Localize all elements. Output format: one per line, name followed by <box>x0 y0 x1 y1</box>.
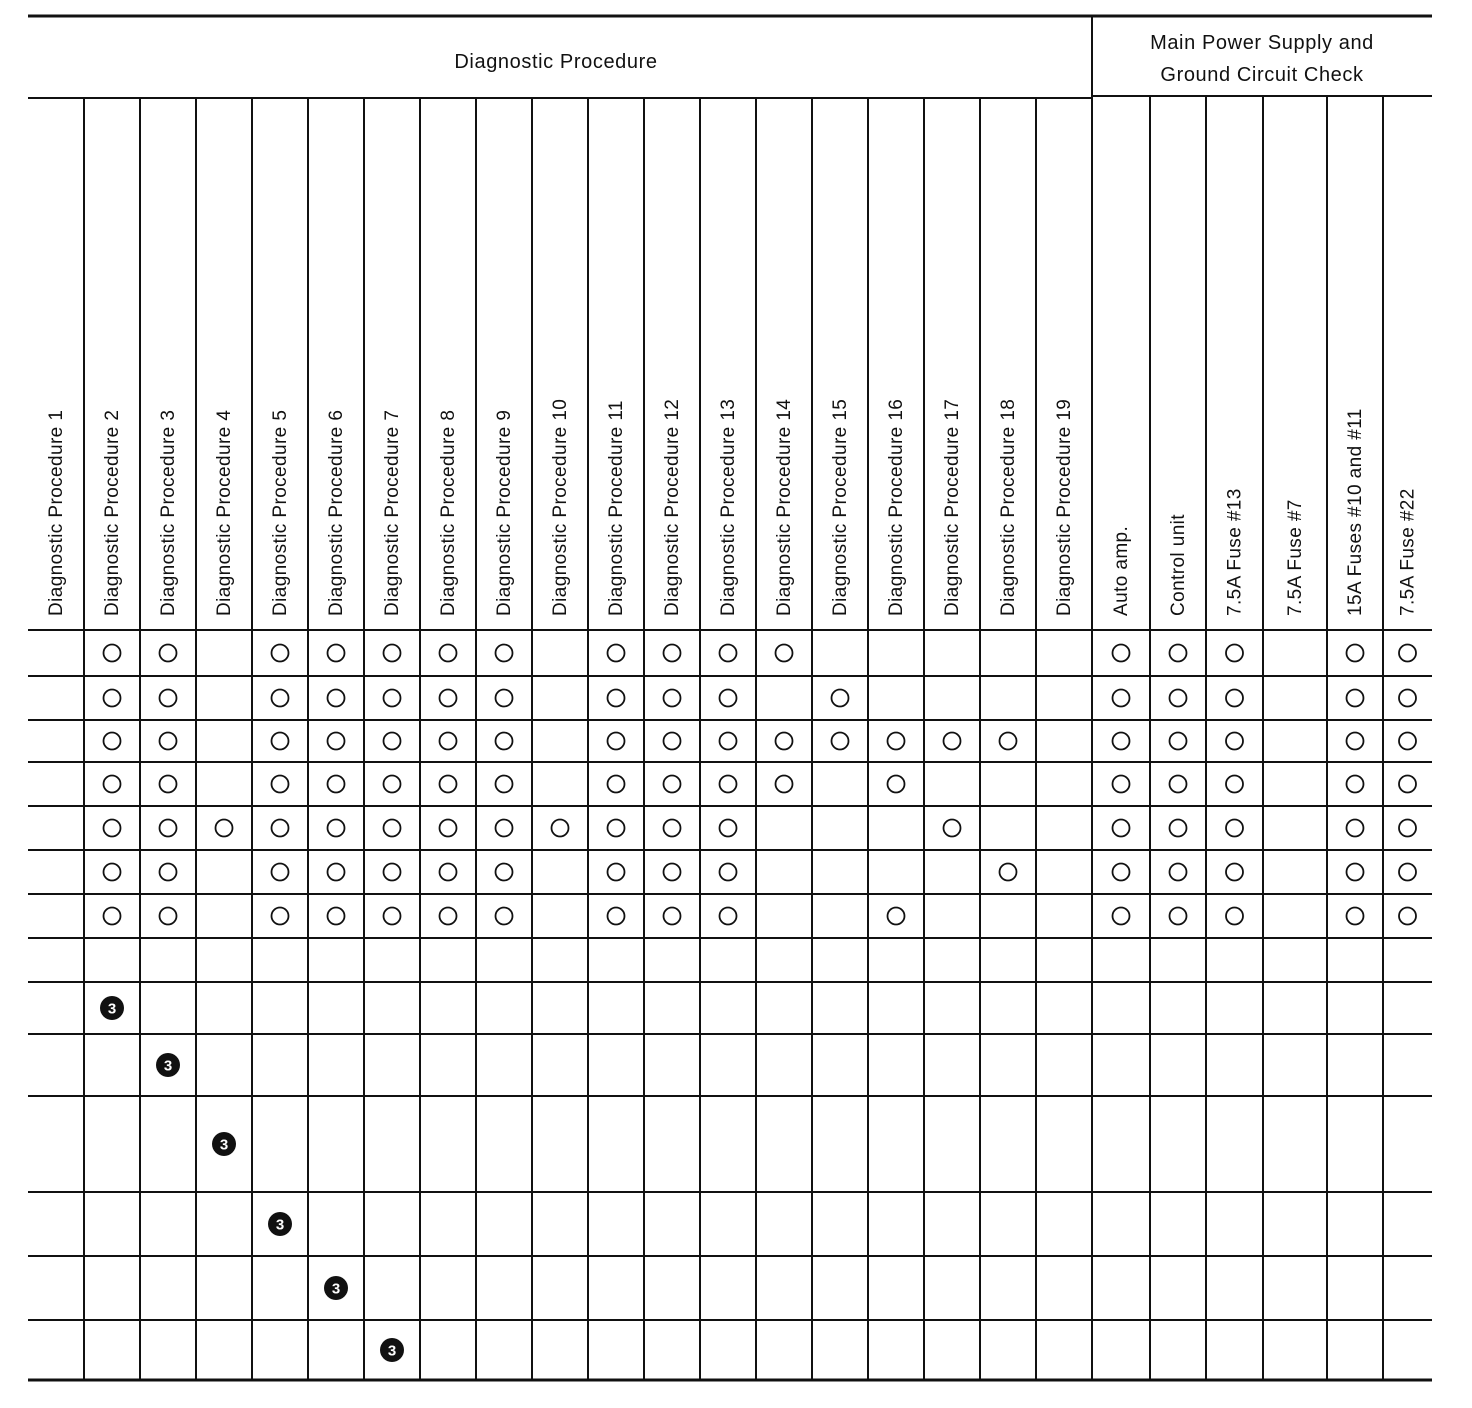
open-circle-mark <box>384 908 401 925</box>
open-circle-mark <box>1113 776 1130 793</box>
open-circle-mark <box>160 645 177 662</box>
column-header-label: Diagnostic Procedure 4 <box>214 409 235 616</box>
open-circle-mark <box>1226 733 1243 750</box>
open-circle-mark <box>720 733 737 750</box>
open-circle-mark <box>496 776 513 793</box>
open-circle-mark <box>1226 820 1243 837</box>
open-circle-mark <box>1113 908 1130 925</box>
column-header-label: Diagnostic Procedure 9 <box>494 409 515 616</box>
open-circle-mark <box>1170 645 1187 662</box>
open-circle-mark <box>664 820 681 837</box>
column-header-label: Diagnostic Procedure 15 <box>830 398 851 616</box>
open-circle-mark <box>328 690 345 707</box>
column-header-label: Diagnostic Procedure 7 <box>382 409 403 616</box>
open-circle-mark <box>440 690 457 707</box>
priority-badge <box>100 996 124 1020</box>
open-circle-mark <box>1399 864 1416 881</box>
priority-badge <box>380 1338 404 1362</box>
column-header-label: Diagnostic Procedure 16 <box>886 398 907 616</box>
open-circle-mark <box>104 820 121 837</box>
open-circle-mark <box>1226 776 1243 793</box>
open-circle-mark <box>1170 690 1187 707</box>
priority-badge-number: 3 <box>331 1280 341 1298</box>
open-circle-mark <box>272 864 289 881</box>
open-circle-mark <box>776 645 793 662</box>
open-circle-mark <box>440 908 457 925</box>
priority-badge-number: 3 <box>219 1136 229 1154</box>
open-circle-mark <box>1226 864 1243 881</box>
open-circle-mark <box>384 776 401 793</box>
open-circle-mark <box>440 864 457 881</box>
open-circle-mark <box>272 820 289 837</box>
open-circle-mark <box>272 776 289 793</box>
open-circle-mark <box>1113 864 1130 881</box>
open-circle-mark <box>1347 733 1364 750</box>
open-circle-mark <box>496 690 513 707</box>
open-circle-mark <box>552 820 569 837</box>
open-circle-mark <box>664 690 681 707</box>
open-circle-mark <box>104 645 121 662</box>
open-circle-mark <box>1399 733 1416 750</box>
column-header-label: Diagnostic Procedure 8 <box>438 409 459 616</box>
column-header-label: Diagnostic Procedure 2 <box>102 409 123 616</box>
open-circle-mark <box>272 733 289 750</box>
open-circle-mark <box>1399 645 1416 662</box>
open-circle-mark <box>1170 908 1187 925</box>
open-circle-mark <box>608 776 625 793</box>
open-circle-mark <box>104 690 121 707</box>
column-header-label: Control unit <box>1168 514 1189 616</box>
priority-badge <box>324 1276 348 1300</box>
column-header-label: Diagnostic Procedure 3 <box>158 409 179 616</box>
column-header-label: 7.5A Fuse #7 <box>1285 499 1306 616</box>
open-circle-mark <box>272 690 289 707</box>
open-circle-mark <box>720 690 737 707</box>
open-circle-mark <box>440 776 457 793</box>
open-circle-mark <box>944 733 961 750</box>
column-header-label: 15A Fuses #10 and #11 <box>1345 408 1366 616</box>
column-header-label: Diagnostic Procedure 1 <box>46 409 67 616</box>
open-circle-mark <box>384 645 401 662</box>
side-title-line2: Ground Circuit Check <box>1160 64 1364 86</box>
open-circle-mark <box>832 690 849 707</box>
column-header-label: Diagnostic Procedure 19 <box>1054 398 1075 616</box>
open-circle-mark <box>1347 864 1364 881</box>
column-header-label: 7.5A Fuse #22 <box>1397 488 1419 616</box>
side-title-line1: Main Power Supply and <box>1150 32 1374 54</box>
open-circle-mark <box>1226 645 1243 662</box>
open-circle-mark <box>888 733 905 750</box>
priority-badge <box>212 1132 236 1156</box>
open-circle-mark <box>328 820 345 837</box>
open-circle-mark <box>496 864 513 881</box>
open-circle-mark <box>776 776 793 793</box>
column-header-label: Diagnostic Procedure 5 <box>270 409 291 616</box>
open-circle-mark <box>1113 733 1130 750</box>
column-header-label: Diagnostic Procedure 11 <box>606 400 627 616</box>
open-circle-mark <box>664 908 681 925</box>
open-circle-mark <box>328 645 345 662</box>
open-circle-mark <box>1170 820 1187 837</box>
open-circle-mark <box>608 908 625 925</box>
open-circle-mark <box>608 733 625 750</box>
open-circle-mark <box>440 645 457 662</box>
open-circle-mark <box>664 733 681 750</box>
priority-badge <box>156 1053 180 1077</box>
open-circle-mark <box>608 645 625 662</box>
open-circle-mark <box>664 776 681 793</box>
priority-badge-number: 3 <box>275 1216 285 1234</box>
open-circle-mark <box>1113 820 1130 837</box>
open-circle-mark <box>384 733 401 750</box>
open-circle-mark <box>832 733 849 750</box>
open-circle-mark <box>1347 645 1364 662</box>
open-circle-mark <box>1399 776 1416 793</box>
open-circle-mark <box>160 908 177 925</box>
open-circle-mark <box>720 776 737 793</box>
open-circle-mark <box>160 820 177 837</box>
open-circle-mark <box>1347 908 1364 925</box>
open-circle-mark <box>384 820 401 837</box>
open-circle-mark <box>1399 690 1416 707</box>
open-circle-mark <box>272 908 289 925</box>
open-circle-mark <box>888 908 905 925</box>
open-circle-mark <box>1000 733 1017 750</box>
open-circle-mark <box>328 733 345 750</box>
open-circle-mark <box>1226 690 1243 707</box>
column-header-label: 7.5A Fuse #13 <box>1224 488 1246 616</box>
column-header-label: Diagnostic Procedure 12 <box>662 398 683 616</box>
open-circle-mark <box>384 864 401 881</box>
group-title: Diagnostic Procedure <box>454 51 658 73</box>
priority-badge-number: 3 <box>107 1000 117 1018</box>
open-circle-mark <box>1399 820 1416 837</box>
open-circle-mark <box>1170 864 1187 881</box>
open-circle-mark <box>1000 864 1017 881</box>
open-circle-mark <box>440 733 457 750</box>
open-circle-mark <box>160 776 177 793</box>
open-circle-mark <box>720 820 737 837</box>
open-circle-mark <box>1347 776 1364 793</box>
open-circle-mark <box>104 908 121 925</box>
open-circle-mark <box>384 690 401 707</box>
open-circle-mark <box>160 690 177 707</box>
open-circle-mark <box>440 820 457 837</box>
priority-badge <box>268 1212 292 1236</box>
open-circle-mark <box>496 820 513 837</box>
column-header-label: Diagnostic Procedure 13 <box>718 398 739 616</box>
open-circle-mark <box>104 776 121 793</box>
open-circle-mark <box>720 908 737 925</box>
open-circle-mark <box>272 645 289 662</box>
open-circle-mark <box>944 820 961 837</box>
open-circle-mark <box>160 864 177 881</box>
open-circle-mark <box>664 645 681 662</box>
open-circle-mark <box>664 864 681 881</box>
open-circle-mark <box>328 776 345 793</box>
open-circle-mark <box>104 864 121 881</box>
open-circle-mark <box>608 820 625 837</box>
column-header-label: Diagnostic Procedure 10 <box>550 398 571 616</box>
open-circle-mark <box>496 645 513 662</box>
open-circle-mark <box>608 690 625 707</box>
open-circle-mark <box>1170 776 1187 793</box>
open-circle-mark <box>1226 908 1243 925</box>
open-circle-mark <box>160 733 177 750</box>
column-header-label: Diagnostic Procedure 6 <box>326 409 347 616</box>
column-header-label: Diagnostic Procedure 14 <box>774 398 795 616</box>
column-header-label: Diagnostic Procedure 18 <box>998 398 1019 616</box>
priority-badge-number: 3 <box>163 1057 173 1075</box>
priority-badge-number: 3 <box>387 1342 397 1360</box>
open-circle-mark <box>720 864 737 881</box>
table-grid <box>28 16 1432 1380</box>
open-circle-mark <box>1399 908 1416 925</box>
open-circle-mark <box>328 908 345 925</box>
open-circle-mark <box>1113 645 1130 662</box>
open-circle-mark <box>328 864 345 881</box>
open-circle-mark <box>888 776 905 793</box>
column-header-label: Diagnostic Procedure 17 <box>942 398 963 616</box>
open-circle-mark <box>1170 733 1187 750</box>
open-circle-mark <box>1347 820 1364 837</box>
table-marks <box>100 645 1416 1363</box>
open-circle-mark <box>1113 690 1130 707</box>
open-circle-mark <box>1347 690 1364 707</box>
open-circle-mark <box>776 733 793 750</box>
open-circle-mark <box>496 908 513 925</box>
open-circle-mark <box>104 733 121 750</box>
open-circle-mark <box>216 820 233 837</box>
open-circle-mark <box>720 645 737 662</box>
open-circle-mark <box>496 733 513 750</box>
column-header-label: Auto amp. <box>1111 525 1132 616</box>
open-circle-mark <box>608 864 625 881</box>
